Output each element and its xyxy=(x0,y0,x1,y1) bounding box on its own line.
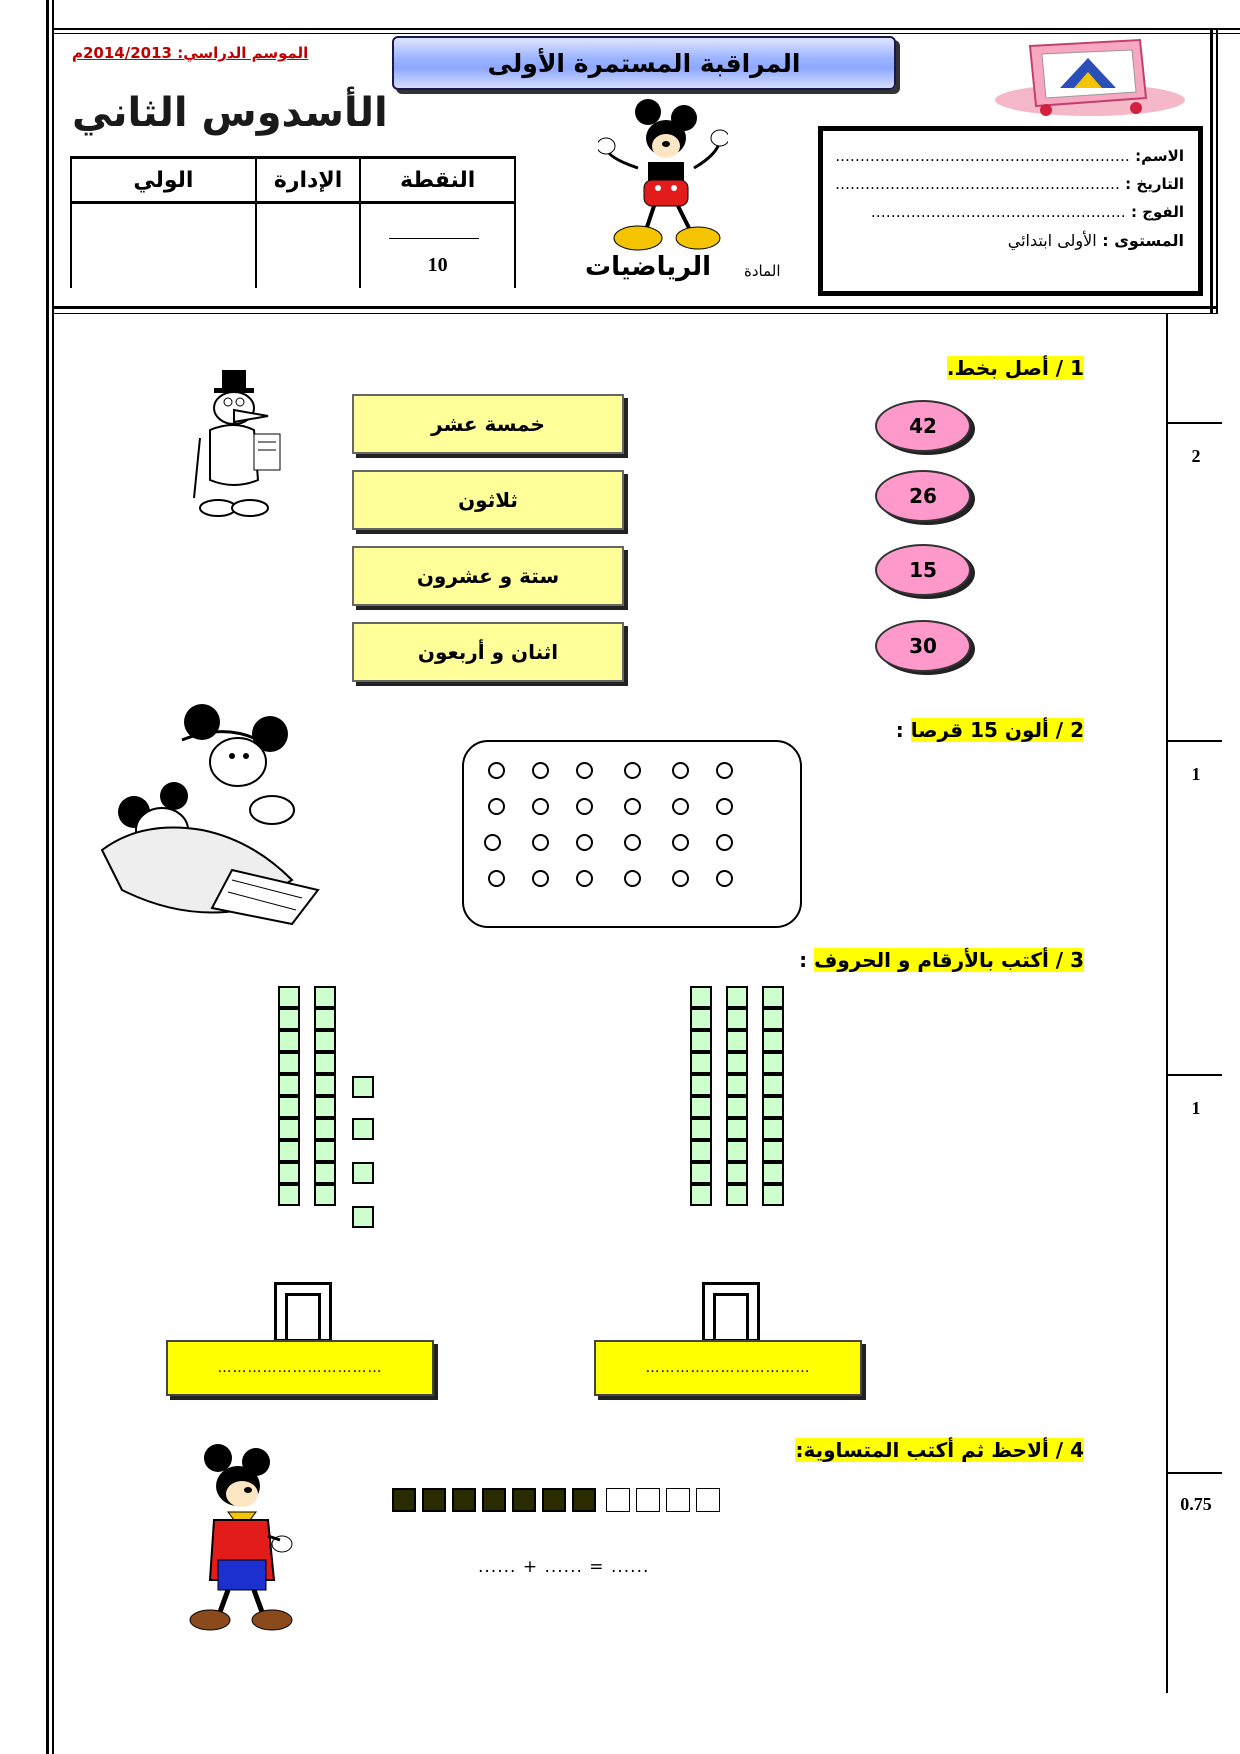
ten-rod-cell xyxy=(762,1052,784,1074)
ten-rod-cell xyxy=(726,1162,748,1184)
right-answer-stem xyxy=(702,1282,760,1342)
word-box-3[interactable]: ستة و عشرون xyxy=(352,546,624,606)
ten-rod-cell xyxy=(762,1118,784,1140)
marks-column-line xyxy=(1166,313,1168,1693)
school-logo-icon xyxy=(990,36,1190,122)
q4-title-text: 4 / ألاحظ ثم أكتب المتساوية: xyxy=(795,1438,1084,1462)
score-total: 10 xyxy=(427,254,448,276)
ten-rod-cell xyxy=(690,1030,712,1052)
unit-cube xyxy=(352,1076,374,1098)
guardian-signature-cell[interactable] xyxy=(71,203,256,289)
disc[interactable] xyxy=(716,798,733,815)
ten-rod-cell xyxy=(726,1052,748,1074)
disc[interactable] xyxy=(484,834,501,851)
disc[interactable] xyxy=(716,870,733,887)
disc[interactable] xyxy=(576,762,593,779)
ten-rod-cell xyxy=(314,1008,336,1030)
group-dots: …………………………………………… xyxy=(870,203,1126,221)
disc[interactable] xyxy=(488,798,505,815)
mickey-standing-icon xyxy=(184,1440,294,1640)
ten-rod-cell xyxy=(762,1162,784,1184)
number-oval-3[interactable]: 15 xyxy=(875,544,971,596)
name-field[interactable] xyxy=(835,147,1184,165)
disc[interactable] xyxy=(488,870,505,887)
unit-cube xyxy=(352,1162,374,1184)
ten-rod-cell xyxy=(278,1052,300,1074)
q2-title-prefix: 2 / ألون xyxy=(997,718,1084,742)
q2-title-number: 15 xyxy=(970,718,998,742)
disc[interactable] xyxy=(532,870,549,887)
disc[interactable] xyxy=(576,834,593,851)
ten-rod-cell xyxy=(690,1184,712,1206)
equation-line[interactable]: ...... + ...... = ...... xyxy=(478,1557,650,1577)
ten-rod-cell xyxy=(314,1074,336,1096)
ten-rod-cell xyxy=(726,1008,748,1030)
ten-rod-cell xyxy=(762,1140,784,1162)
right-answer-field[interactable]: …………………………… xyxy=(594,1340,862,1396)
disc[interactable] xyxy=(532,798,549,815)
ten-rod-cell xyxy=(314,1118,336,1140)
disc[interactable] xyxy=(672,834,689,851)
header-bottom-line-inner xyxy=(54,313,1216,314)
q4-title xyxy=(795,1438,1084,1462)
ten-rod-cell xyxy=(278,1162,300,1184)
ten-rod-cell xyxy=(762,1074,784,1096)
subject-label: المادة xyxy=(744,262,781,280)
ten-rod-cell xyxy=(726,986,748,1008)
disc[interactable] xyxy=(716,762,733,779)
empty-square xyxy=(696,1488,720,1512)
school-year: الموسم الدراسي: 2014/2013م xyxy=(72,44,309,62)
score-header: النقطة xyxy=(360,158,515,203)
group-field[interactable] xyxy=(871,203,1184,221)
ten-rod-cell xyxy=(278,1118,300,1140)
disc[interactable] xyxy=(716,834,733,851)
disc[interactable] xyxy=(532,834,549,851)
disc[interactable] xyxy=(672,798,689,815)
ten-rod-cell xyxy=(314,1140,336,1162)
ten-rod-cell xyxy=(690,1140,712,1162)
q3-title xyxy=(799,948,1084,972)
frame-top-line xyxy=(54,28,1240,30)
number-oval-2[interactable]: 26 xyxy=(875,470,971,522)
filled-square xyxy=(392,1488,416,1512)
level-label: المستوى : xyxy=(1102,231,1184,250)
scrooge-icon xyxy=(180,368,290,522)
ten-rod-cell xyxy=(762,1030,784,1052)
disc[interactable] xyxy=(624,762,641,779)
name-label: الاسم: xyxy=(1135,147,1184,165)
ten-rod-cell xyxy=(278,1030,300,1052)
filled-square xyxy=(452,1488,476,1512)
disc[interactable] xyxy=(488,762,505,779)
disc[interactable] xyxy=(672,870,689,887)
ten-rod-cell xyxy=(278,986,300,1008)
score-cell[interactable] xyxy=(360,203,515,289)
ten-rod-cell xyxy=(314,1184,336,1206)
disc[interactable] xyxy=(672,762,689,779)
ten-rod-cell xyxy=(690,986,712,1008)
disc[interactable] xyxy=(624,834,641,851)
group-label: الفوج : xyxy=(1130,203,1184,221)
disc[interactable] xyxy=(576,798,593,815)
ten-rod-cell xyxy=(278,1074,300,1096)
unit-cube xyxy=(352,1118,374,1140)
filled-square xyxy=(542,1488,566,1512)
ten-rod-cell xyxy=(314,986,336,1008)
date-dots: ………………………………………………… xyxy=(834,175,1120,193)
q2-title xyxy=(896,718,1084,742)
mark-q1: 2 xyxy=(1191,446,1201,466)
mickey-icon xyxy=(598,98,728,256)
q3-title-colon: : xyxy=(799,948,815,972)
ten-rod-cell xyxy=(690,1162,712,1184)
ten-rod-cell xyxy=(762,1184,784,1206)
ten-rod-cell xyxy=(314,1162,336,1184)
q1-title-text: 1 / أصل بخط. xyxy=(946,356,1084,380)
mark-q3: 1 xyxy=(1191,1098,1201,1118)
administration-signature-cell[interactable] xyxy=(256,203,360,289)
ten-rod-cell xyxy=(690,1118,712,1140)
ten-rod-cell xyxy=(278,1184,300,1206)
word-box-4[interactable]: اثنان و أربعون xyxy=(352,622,624,682)
banner-title: المراقبة المستمرة الأولى xyxy=(392,36,896,90)
q1-title xyxy=(947,356,1084,380)
q2-title-suffix: قرصا xyxy=(910,718,971,742)
date-label: التاريخ : xyxy=(1125,175,1184,193)
ten-rod-cell xyxy=(762,1096,784,1118)
mark-q2: 1 xyxy=(1191,764,1201,784)
disc[interactable] xyxy=(532,762,549,779)
guardian-header: الولي xyxy=(71,158,256,203)
level-field xyxy=(1008,231,1184,250)
ten-rod-cell xyxy=(762,986,784,1008)
frame-right-line xyxy=(1210,28,1213,314)
discs-box xyxy=(462,740,802,928)
word-box-1[interactable]: خمسة عشر xyxy=(352,394,624,454)
ten-rod-cell xyxy=(690,1052,712,1074)
administration-header: الإدارة xyxy=(256,158,360,203)
filled-square xyxy=(482,1488,506,1512)
ten-rod-cell xyxy=(726,1030,748,1052)
ten-rod-cell xyxy=(278,1096,300,1118)
ten-rod-cell xyxy=(690,1008,712,1030)
ten-rod-cell xyxy=(726,1096,748,1118)
ten-rod-cell xyxy=(314,1096,336,1118)
mark-rule-q1 xyxy=(1168,422,1222,424)
left-answer-field[interactable]: …………………………… xyxy=(166,1340,434,1396)
level-value: الأولى ابتدائي xyxy=(1007,231,1097,250)
disc[interactable] xyxy=(624,870,641,887)
ten-rod-cell xyxy=(726,1184,748,1206)
ten-rod-cell xyxy=(762,1008,784,1030)
filled-square xyxy=(572,1488,596,1512)
mark-rule-q3 xyxy=(1168,1074,1222,1076)
number-oval-4[interactable]: 30 xyxy=(875,620,971,672)
date-field[interactable] xyxy=(835,175,1184,193)
unit-cube xyxy=(352,1206,374,1228)
student-info-box xyxy=(818,126,1203,296)
name-dots: ………………………………………………….. xyxy=(835,147,1130,165)
header-bottom-line xyxy=(54,306,1216,309)
empty-square xyxy=(636,1488,660,1512)
score-fraction-line xyxy=(389,238,479,239)
filled-square xyxy=(512,1488,536,1512)
ten-rod-cell xyxy=(726,1140,748,1162)
term-title: الأسدوس الثاني xyxy=(72,90,388,136)
ten-rod-cell xyxy=(278,1140,300,1162)
grade-table xyxy=(70,156,516,288)
empty-square xyxy=(666,1488,690,1512)
number-oval-1[interactable]: 42 xyxy=(875,400,971,452)
empty-square xyxy=(606,1488,630,1512)
frame-top-line-inner xyxy=(54,33,1240,34)
ten-rod-cell xyxy=(278,1008,300,1030)
left-answer-stem xyxy=(274,1282,332,1342)
ten-rod-cell xyxy=(314,1052,336,1074)
ten-rod-cell xyxy=(690,1096,712,1118)
disc[interactable] xyxy=(576,870,593,887)
frame-right-line-inner xyxy=(1216,28,1218,314)
frame-left-line-inner xyxy=(52,0,54,1754)
filled-square xyxy=(422,1488,446,1512)
frame-left-line xyxy=(46,0,49,1754)
mark-rule-q4 xyxy=(1168,1472,1222,1474)
word-box-2[interactable]: ثلاثون xyxy=(352,470,624,530)
q3-title-text: 3 / أكتب بالأرقام و الحروف xyxy=(814,948,1084,972)
mickey-minnie-icon xyxy=(82,700,328,930)
ten-rod-cell xyxy=(690,1074,712,1096)
ten-rod-cell xyxy=(726,1074,748,1096)
q2-title-colon: : xyxy=(895,718,911,742)
subject-name: الرياضيات xyxy=(585,252,712,282)
mark-rule-q2 xyxy=(1168,740,1222,742)
ten-rod-cell xyxy=(726,1118,748,1140)
disc[interactable] xyxy=(624,798,641,815)
ten-rod-cell xyxy=(314,1030,336,1052)
mark-q4: 0.75 xyxy=(1180,1494,1212,1514)
